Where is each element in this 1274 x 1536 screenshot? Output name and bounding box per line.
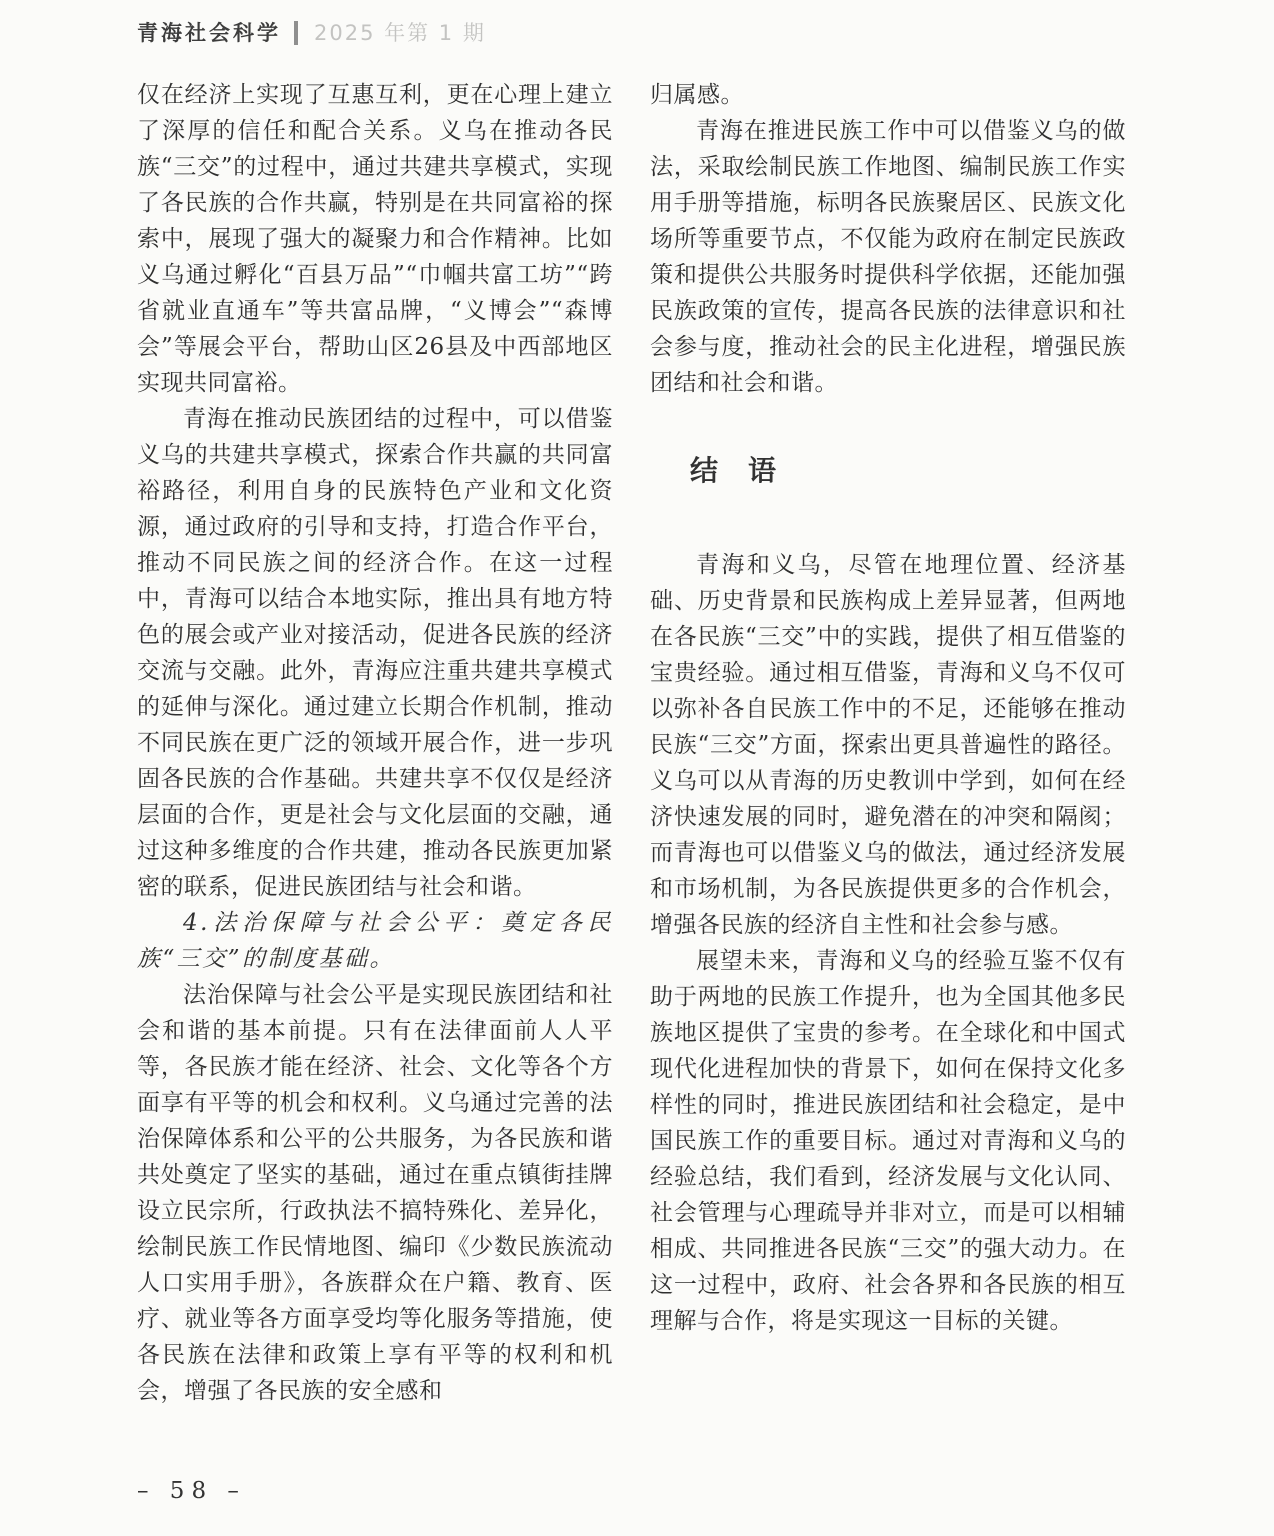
header-separator-bar (294, 21, 298, 45)
right-column (650, 77, 1126, 1339)
issue-label: 2025 年第 1 期 (314, 21, 486, 45)
body-paragraph: 青海和义乌，尽管在地理位置、经济基础、历史背景和民族构成上差异显著，但两地在各民族“三交”中的实践，提供了相互借鉴的宝贵经验。通过相互借鉴，青海和义乌不仅可以弥补各自民族工作中的不足，还能够在推动民族“三交”方面，探索出更具普遍性的路径。义乌可以从青海的历史教训中学到，如何在经济快速发展的同时，避免潜在的冲突和隔阂；而青海也可以借鉴义乌的做法，通过经济发展和市场机制，为各民族提供更多的合作机会，增强各民族的经济自主性和社会参与感。 (650, 552, 1126, 938)
page-number: – 58 – (137, 1478, 246, 1504)
page-footer (137, 1478, 246, 1504)
journal-title: 青海社会科学 (137, 21, 281, 45)
subsection-heading: 4.法治保障与社会公平：奠定各民族“三交”的制度基础。 (137, 910, 613, 972)
conclusion-section-heading: 结 语 (690, 454, 778, 487)
page-header (137, 18, 486, 48)
body-paragraph: 青海在推进民族工作中可以借鉴义乌的做法，采取绘制民族工作地图、编制民族工作实用手册等措施，标明各民族聚居区、民族文化场所等重要节点，不仅能为政府在制定民族政策和提供公共服务时提供科学依据，还能加强民族政策的宣传，提高各民族的法律意识和社会参与度，推动社会的民主化进程，增强民族团结和社会和谐。 (650, 118, 1126, 396)
body-paragraph: 展望未来，青海和义乌的经验互鉴不仅有助于两地的民族工作提升，也为全国其他多民族地区提供了宝贵的参考。在全球化和中国式现代化进程加快的背景下，如何在保持文化多样性的同时，推进民族团结和社会稳定，是中国民族工作的重要目标。通过对青海和义乌的经验总结，我们看到，经济发展与文化认同、社会管理与心理疏导并非对立，而是可以相辅相成、共同推进各民族“三交”的强大动力。在这一过程中，政府、社会各界和各民族的相互理解与合作，将是实现这一目标的关键。 (650, 948, 1126, 1334)
left-column (137, 77, 613, 1409)
body-paragraph: 青海在推动民族团结的过程中，可以借鉴义乌的共建共享模式，探索合作共赢的共同富裕路径，利用自身的民族特色产业和文化资源，通过政府的引导和支持，打造合作平台，推动不同民族之间的经济合作。在这一过程中，青海可以结合本地实际，推出具有地方特色的展会或产业对接活动，促进各民族的经济交流与交融。此外，青海应注重共建共享模式的延伸与深化。通过建立长期合作机制，推动不同民族在更广泛的领域开展合作，进一步巩固各民族的合作基础。共建共享不仅仅是经济层面的合作，更是社会与文化层面的交融，通过这种多维度的合作共建，推动各民族更加紧密的联系，促进民族团结与社会和谐。 (137, 406, 613, 900)
body-paragraph-continuation: 归属感。 (650, 82, 744, 108)
body-paragraph-continuation: 仅在经济上实现了互惠互利，更在心理上建立了深厚的信任和配合关系。义乌在推动各民族“三交”的过程中，通过共建共享模式，实现了各民族的合作共赢，特别是在共同富裕的探索中，展现了强大的凝聚力和合作精神。比如义乌通过孵化“百县万品”“巾帼共富工坊”“跨省就业直通车”等共富品牌，“义博会”“森博会”等展会平台，帮助山区26县及中西部地区实现共同富裕。 (137, 82, 613, 396)
body-paragraph: 法治保障与社会公平是实现民族团结和社会和谐的基本前提。只有在法律面前人人平等，各民族才能在经济、社会、文化等各个方面享有平等的机会和权利。义乌通过完善的法治保障体系和公平的公共服务，为各民族和谐共处奠定了坚实的基础，通过在重点镇街挂牌设立民宗所，行政执法不搞特殊化、差异化，绘制民族工作民情地图、编印《少数民族流动人口实用手册》，各族群众在户籍、教育、医疗、就业等各方面享受均等化服务等措施，使各民族在法律和政策上享有平等的权利和机会，增强了各民族的安全感和 (137, 982, 613, 1404)
